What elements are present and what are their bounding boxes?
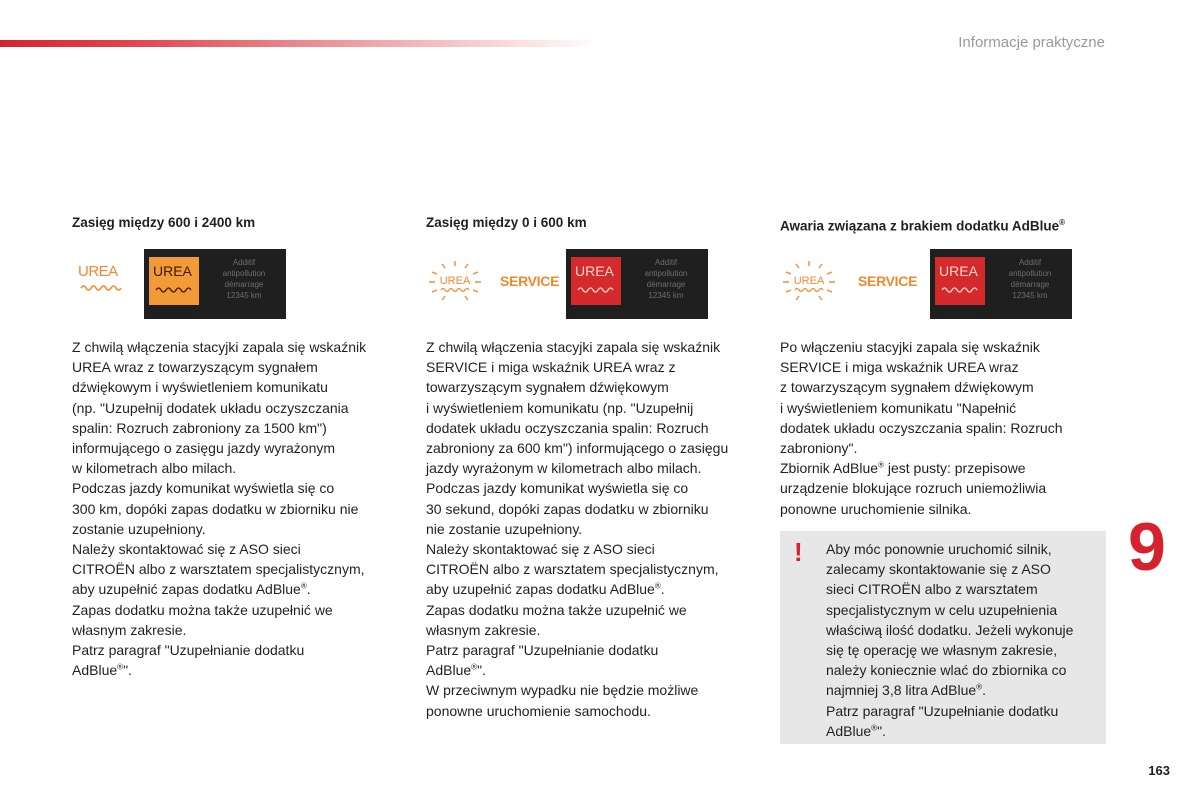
text-line: najmniej 3,8 litra AdBlue®. (826, 682, 986, 699)
text-line: zostanie uzupełniony. (72, 520, 206, 537)
service-warning-icon: SERVICE (858, 273, 918, 289)
text-line: CITROËN albo z warsztatem specjalistycznym, (72, 561, 365, 578)
display-message (208, 257, 280, 301)
column-paragraph (780, 337, 1110, 519)
text-line: AdBlue®". (426, 662, 486, 679)
text-line: ponowne uruchomienie silnika. (780, 500, 972, 517)
text-line: CITROËN albo z warsztatem specjalistycznym, (426, 561, 719, 578)
urea-warning-icon (780, 259, 838, 303)
text-line: Patrz paragraf "Uzupełnianie dodatku (426, 642, 659, 659)
display-message (994, 257, 1066, 301)
chapter-number: 9 (1128, 509, 1166, 585)
display-line: 12345 km (648, 291, 684, 300)
urea-label: UREA (793, 275, 825, 287)
warning-text (826, 539, 1098, 741)
display-line: antipollution (1008, 269, 1052, 278)
text-line: Patrz paragraf "Uzupełnianie dodatku (72, 642, 305, 659)
urea-warning-icon (78, 263, 118, 280)
text-line: SERVICE i miga wskaźnik UREA wraz (780, 359, 1019, 376)
text-line: Aby móc ponownie uruchomić silnik, (826, 541, 1052, 557)
display-line: Additif (654, 258, 678, 267)
text-line: Patrz paragraf "Uzupełnianie dodatku (826, 702, 1059, 719)
text-line: właściwą ilość dodatku. Jeżeli wykonuje (826, 621, 1074, 638)
instrument-display-icon (930, 249, 1072, 319)
text-line: towarzyszącym sygnałem dźwiękowym (426, 379, 669, 396)
text-line: Należy skontaktować się z ASO sieci (72, 541, 301, 558)
top-decorative-bar (0, 40, 600, 47)
display-line: antipollution (222, 269, 266, 278)
column-adblue-failure (780, 214, 1110, 519)
display-line: Additif (232, 258, 256, 267)
text-line: nie zostanie uzupełniony. (426, 520, 583, 537)
text-line: aby uzupełnić zapas dodatku AdBlue®. (72, 581, 311, 598)
display-line: démarrage (1010, 280, 1050, 289)
text-line: Należy skontaktować się z ASO sieci (426, 541, 655, 558)
instrument-display-icon (566, 249, 708, 319)
text-line: 30 sekund, dopóki zapas dodatku w zbiorniku (426, 500, 709, 517)
text-line: własnym zakresie. (72, 621, 187, 638)
text-line: Zapas dodatku można także uzupełnić we (72, 601, 333, 618)
text-line: dodatek układu oczyszczania spalin: Rozruch (426, 419, 709, 436)
column-range-0-600 (426, 214, 756, 721)
text-line: ponowne uruchomienie samochodu. (426, 702, 651, 719)
text-line: urządzenie blokujące rozruch uniemożliwia (780, 480, 1047, 497)
text-line: i wyświetleniem komunikatu "Napełnić (780, 399, 1017, 416)
display-urea-text: UREA (575, 263, 614, 279)
text-line: (np. "Uzupełnij dodatek układu oczyszczania (72, 399, 349, 416)
text-line: AdBlue®". (72, 662, 132, 679)
column-paragraph (72, 337, 402, 680)
text-line: dźwiękowym i wyświetleniem komunikatu (72, 379, 328, 396)
text-line: z towarzyszącym sygnałem dźwiękowym (780, 379, 1034, 396)
service-warning-icon: SERVICE (500, 273, 560, 289)
display-urea-tile (571, 257, 621, 305)
text-line: Z chwilą włączenia stacyjki zapala się wskaźnik (72, 339, 367, 355)
text-line: zabroniony". (780, 440, 858, 457)
column-range-600-2400 (72, 214, 402, 680)
display-urea-text: UREA (939, 263, 978, 279)
text-line: zabroniony za 600 km") informującego o zasięgu (426, 440, 729, 457)
display-line: Additif (1018, 258, 1042, 267)
display-line: démarrage (646, 280, 686, 289)
urea-label: UREA (78, 263, 118, 280)
text-line: spalin: Rozruch zabroniony za 1500 km") (72, 419, 327, 436)
column-paragraph (426, 337, 756, 721)
display-line: antipollution (644, 269, 688, 278)
urea-label: UREA (439, 275, 471, 287)
text-line: Zapas dodatku można także uzupełnić we (426, 601, 687, 618)
display-line: démarrage (224, 280, 264, 289)
text-line: zalecamy skontaktowanie się z ASO (826, 561, 1051, 578)
text-line: Zbiornik AdBlue® jest pusty: przepisowe (780, 460, 1026, 477)
text-line: 300 km, dopóki zapas dodatku w zbiorniku nie (72, 500, 359, 517)
text-line: sieci CITROËN albo z warsztatem (826, 581, 1038, 598)
column-title: Awaria związana z brakiem dodatku AdBlue® (780, 218, 1065, 234)
instrument-display-icon (144, 249, 286, 319)
text-line: jazdy wyrażonym w kilometrach albo milach. (426, 460, 702, 477)
text-line: należy koniecznie wlać do zbiornika co (826, 662, 1067, 679)
warning-box (780, 531, 1106, 744)
column-title: Zasięg między 600 i 2400 km (72, 215, 256, 230)
text-line: i wyświetleniem komunikatu (np. "Uzupełnij (426, 399, 694, 416)
display-urea-text: UREA (153, 263, 192, 279)
text-line: własnym zakresie. (426, 621, 541, 638)
display-urea-tile (935, 257, 985, 305)
urea-warning-icon (426, 259, 484, 303)
text-line: AdBlue®". (826, 722, 886, 739)
text-line: W przeciwnym wypadku nie będzie możliwe (426, 682, 699, 699)
indicator-row (72, 249, 402, 319)
section-title: Informacje praktyczne (958, 34, 1105, 51)
display-message (630, 257, 702, 301)
text-line: się tę operację we własnym zakresie, (826, 642, 1058, 659)
text-line: UREA wraz z towarzyszącym sygnałem (72, 359, 318, 376)
text-line: Z chwilą włączenia stacyjki zapala się wskaźnik (426, 339, 721, 355)
text-line: Podczas jazdy komunikat wyświetla się co (426, 480, 689, 497)
display-urea-tile (149, 257, 199, 305)
text-line: Po włączeniu stacyjki zapala się wskaźnik (780, 339, 1040, 355)
text-line: informującego o zasięgu jazdy wyrażonym (72, 440, 336, 457)
page-number: 163 (1148, 763, 1170, 778)
text-line: aby uzupełnić zapas dodatku AdBlue®. (426, 581, 665, 598)
text-line: specjalistycznym w celu uzupełnienia (826, 601, 1058, 618)
text-line: dodatek układu oczyszczania spalin: Rozruch (780, 419, 1063, 436)
text-line: w kilometrach albo milach. (72, 460, 237, 477)
indicator-row (426, 249, 756, 319)
text-line: Podczas jazdy komunikat wyświetla się co (72, 480, 335, 497)
display-line: 12345 km (1012, 291, 1048, 300)
display-line: 12345 km (226, 291, 262, 300)
indicator-row (780, 249, 1110, 319)
column-title: Zasięg między 0 i 600 km (426, 215, 587, 230)
exclamation-icon: ! (794, 537, 803, 567)
text-line: SERVICE i miga wskaźnik UREA wraz z (426, 359, 676, 376)
